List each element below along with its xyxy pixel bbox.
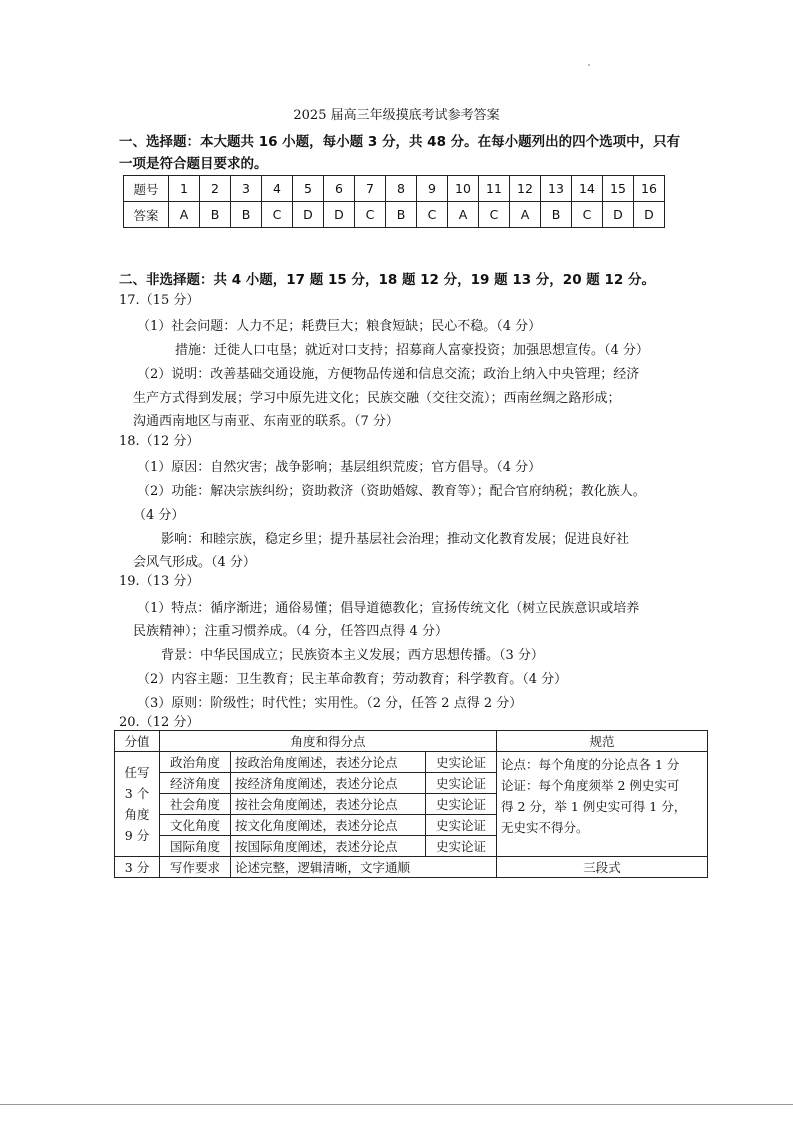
question-number: 14	[572, 176, 603, 202]
answer-table-answer-row	[124, 202, 665, 228]
section2-instructions: 二、非选择题：共 4 小题，17 题 15 分，18 题 12 分，19 题 13 分，20 题 12 分。	[119, 272, 655, 288]
q18-line: （2）功能：解决宗族纠纷；资助救济（资助婚嫁、教育等）；配合官府纳税；教化族人。	[137, 484, 646, 499]
q18-heading: 18.（12 分）	[119, 434, 200, 449]
row-label-number: 题号	[124, 176, 169, 202]
question-number: 8	[386, 176, 417, 202]
writing-label: 写作要求	[160, 857, 231, 878]
question-number: 12	[510, 176, 541, 202]
norm-line: 论证：每个角度须举 2 例史实可	[501, 778, 680, 793]
norm-line: 得 2 分，举 1 例史实可得 1 分，	[501, 799, 687, 814]
question-number: 1	[169, 176, 200, 202]
q17-line: 措施：迁徙人口屯垦；就近对口支持；招募商人富豪投资；加强思想宣传。（4 分）	[175, 343, 649, 358]
answer-cell: D	[603, 202, 634, 228]
answer-cell: D	[634, 202, 665, 228]
angle-req: 史实论证	[426, 773, 497, 794]
score-cell-9	[115, 752, 160, 857]
q18-line: （1）原因：自然灾害；战争影响；基层组织荒废；官方倡导。（4 分）	[137, 460, 542, 475]
question-number: 11	[479, 176, 510, 202]
norm-line: 无史实不得分。	[501, 820, 589, 835]
angle-desc: 按经济角度阐述，表述分论点	[231, 773, 426, 794]
answer-cell: A	[448, 202, 479, 228]
norm-line: 论点：每个角度的分论点各 1 分	[501, 757, 680, 772]
page-title: 2025 届高三年级摸底考试参考答案	[293, 108, 500, 123]
row-label-answer: 答案	[124, 202, 169, 228]
answer-cell: B	[386, 202, 417, 228]
q19-line: （1）特点：循序渐进；通俗易懂；倡导道德教化；宣扬传统文化（树立民族意识或培养	[137, 601, 640, 616]
score-text: 3 个	[124, 786, 150, 801]
answer-cell: B	[541, 202, 572, 228]
q19-line: 背景：中华民国成立；民族资本主义发展；西方思想传播。（3 分）	[161, 648, 544, 663]
page-bottom-rule	[0, 1104, 793, 1105]
answer-cell: D	[324, 202, 355, 228]
question-number: 5	[293, 176, 324, 202]
angle-label: 经济角度	[160, 773, 231, 794]
score-text: 角度	[124, 807, 150, 822]
question-number: 10	[448, 176, 479, 202]
q17-line: （2）说明：改善基础交通设施，方便物品传递和信息交流；政治上纳入中央管理；经济	[137, 367, 640, 382]
answer-cell: C	[417, 202, 448, 228]
section1-instructions: 一、选择题：本大题共 16 小题，每小题 3 分，共 48 分。在每小题列出的四个选项中，只有一项是符合题目要求的。	[119, 134, 681, 172]
angle-label: 政治角度	[160, 752, 231, 773]
angle-desc: 按政治角度阐述，表述分论点	[231, 752, 426, 773]
q18-line: 会风气形成。（4 分）	[133, 555, 256, 570]
header-score: 分值	[115, 731, 160, 752]
answer-cell: C	[572, 202, 603, 228]
score-cell-3: 3 分	[115, 857, 160, 878]
header-norm: 规范	[497, 731, 708, 752]
q17-heading: 17.（15 分）	[119, 293, 200, 308]
question-number: 6	[324, 176, 355, 202]
angle-desc: 按社会角度阐述，表述分论点	[231, 794, 426, 815]
answer-cell: C	[479, 202, 510, 228]
q18-line: （4 分）	[133, 508, 185, 523]
q18-line: 影响：和睦宗族，稳定乡里；提升基层社会治理；推动文化教育发展；促进良好社	[161, 532, 630, 547]
score-text: 任写	[124, 765, 150, 780]
q20-heading: 20.（12 分）	[119, 715, 200, 730]
q19-line: （2）内容主题：卫生教育；民主革命教育；劳动教育；科学教育。（4 分）	[137, 672, 568, 687]
q17-line: 沟通西南地区与南亚、东南亚的联系。（7 分）	[133, 414, 399, 429]
answer-cell: B	[200, 202, 231, 228]
q17-line: （1）社会问题：人力不足；耗费巨大；粮食短缺；民心不稳。（4 分）	[137, 319, 542, 334]
question-number: 13	[541, 176, 572, 202]
answer-table-number-row	[124, 176, 665, 202]
question-number: 9	[417, 176, 448, 202]
q19-line: （3）原则：阶级性；时代性；实用性。（2 分，任答 2 点得 2 分）	[137, 696, 523, 711]
angle-req: 史实论证	[426, 794, 497, 815]
writing-norm: 三段式	[497, 857, 708, 878]
header-angle: 角度和得分点	[160, 731, 497, 752]
q17-line: 生产方式得到发展；学习中原先进文化；民族交融（交往交流）；西南丝绸之路形成；	[133, 391, 621, 406]
answer-cell: A	[510, 202, 541, 228]
answer-cell: B	[231, 202, 262, 228]
answer-cell: C	[262, 202, 293, 228]
question-number: 3	[231, 176, 262, 202]
angle-label: 社会角度	[160, 794, 231, 815]
angle-req: 史实论证	[426, 815, 497, 836]
angle-req: 史实论证	[426, 752, 497, 773]
question-number: 2	[200, 176, 231, 202]
question-number: 7	[355, 176, 386, 202]
angle-req: 史实论证	[426, 836, 497, 857]
question-number: 4	[262, 176, 293, 202]
writing-desc: 论述完整，逻辑清晰，文字通顺	[231, 857, 497, 878]
angle-desc: 按国际角度阐述，表述分论点	[231, 836, 426, 857]
q20-scoring-table	[114, 730, 708, 878]
angle-label: 文化角度	[160, 815, 231, 836]
angle-desc: 按文化角度阐述，表述分论点	[231, 815, 426, 836]
question-number: 15	[603, 176, 634, 202]
answer-cell: D	[293, 202, 324, 228]
answer-cell: A	[169, 202, 200, 228]
question-number: 16	[634, 176, 665, 202]
q19-heading: 19.（13 分）	[119, 574, 200, 589]
score-text: 9 分	[124, 828, 150, 843]
q19-line: 民族精神）；注重习惯养成。（4 分，任答四点得 4 分）	[133, 624, 448, 639]
angle-label: 国际角度	[160, 836, 231, 857]
norm-cell	[497, 752, 708, 857]
answer-cell: C	[355, 202, 386, 228]
answer-table	[123, 175, 665, 228]
scan-dot	[588, 64, 590, 66]
